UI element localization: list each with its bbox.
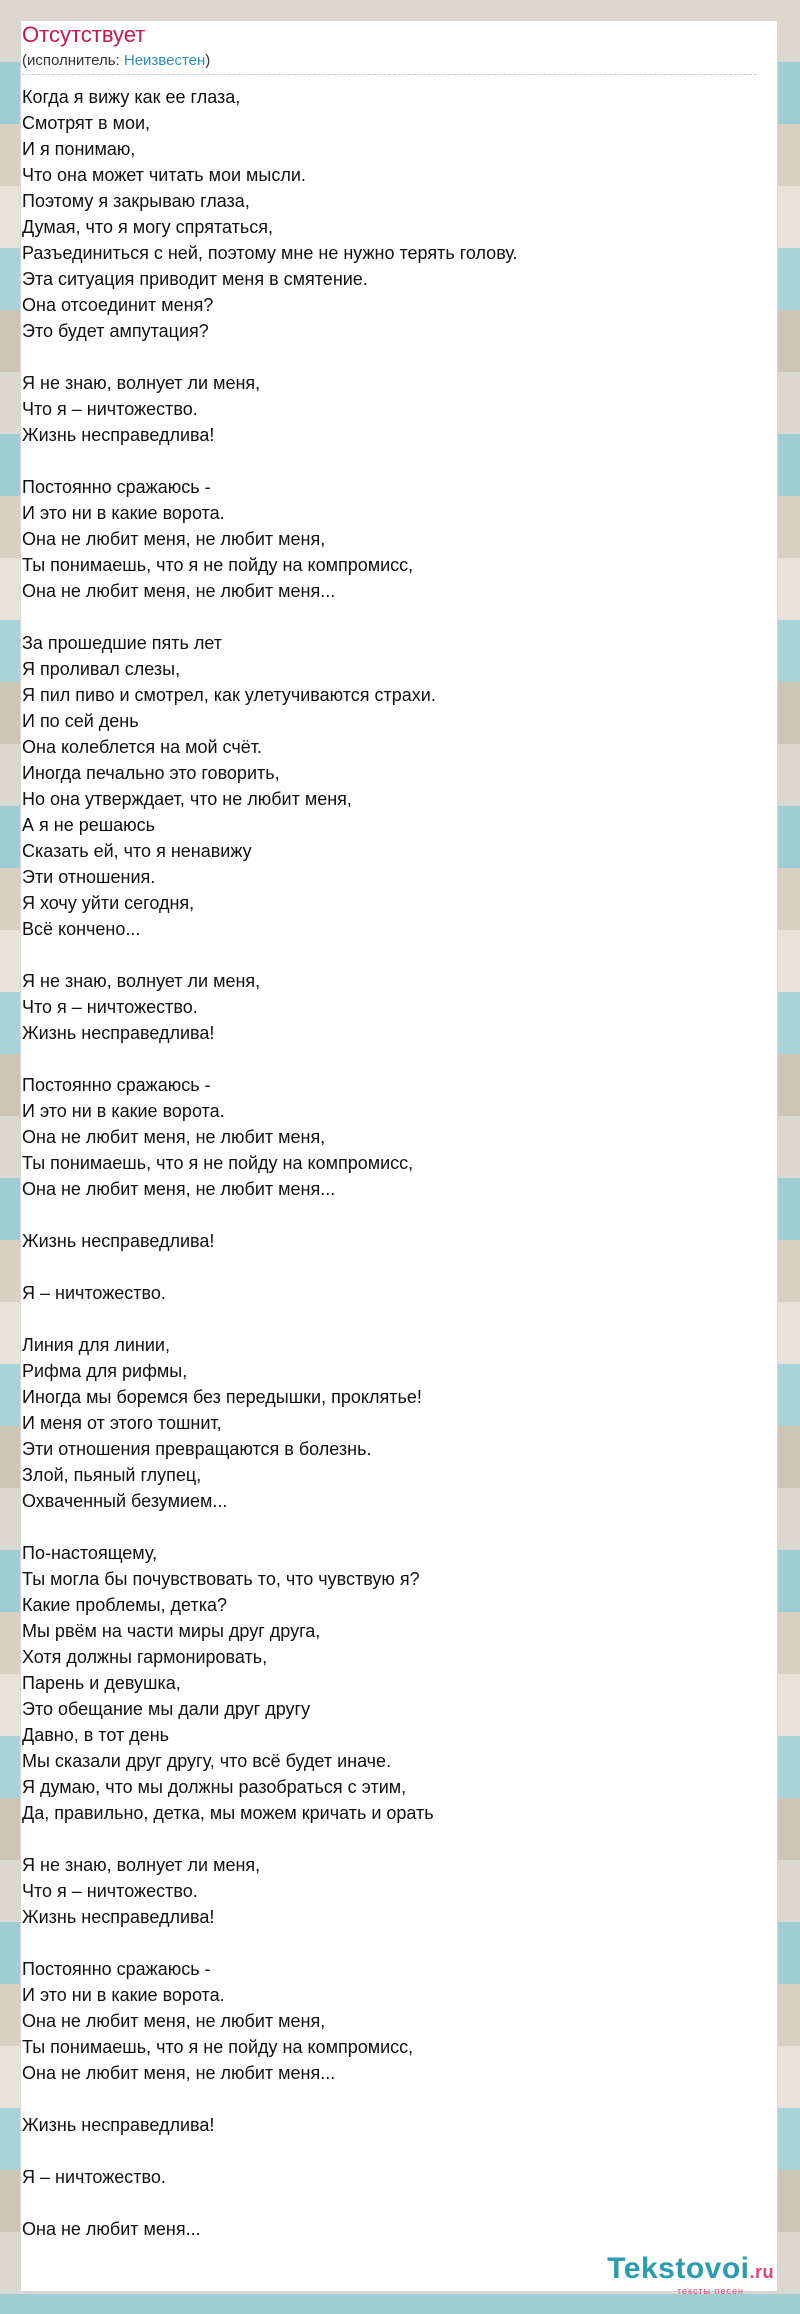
lyric-line: Что она может читать мои мысли. (22, 165, 306, 185)
lyric-line: Жизнь несправедлива! (22, 425, 215, 445)
lyric-line: Ты понимаешь, что я не пойду на компромисс, (22, 555, 414, 575)
lyric-line: Поэтому я закрываю глаза, (22, 191, 250, 211)
song-header (22, 22, 757, 75)
lyric-line: Я не знаю, волнует ли меня, (22, 1855, 261, 1875)
lyric-line: Что я – ничтожество. (22, 997, 198, 1017)
lyric-line: И это ни в какие ворота. (22, 503, 225, 523)
lyric-blank-line (22, 604, 742, 630)
lyric-blank-line (22, 1826, 742, 1852)
lyric-line: И по сей день (22, 711, 139, 731)
lyric-blank-line (22, 1202, 742, 1228)
lyric-line: Я думаю, что мы должны разобраться с этим, (22, 1777, 407, 1797)
lyric-line: Но она утверждает, что не любит меня, (22, 789, 352, 809)
lyric-line: Я не знаю, волнует ли меня, (22, 971, 261, 991)
lyric-blank-line (22, 448, 742, 474)
lyric-line: И это ни в какие ворота. (22, 1101, 225, 1121)
lyric-line: Разъединиться с ней, поэтому мне не нужно терять голову. (22, 243, 518, 263)
lyric-blank-line (22, 1046, 742, 1072)
lyric-line: Она не любит меня... (22, 2219, 201, 2239)
lyric-line: Она не любит меня, не любит меня... (22, 2063, 336, 2083)
artist-line (22, 52, 757, 75)
lyric-line: Всё кончено... (22, 919, 141, 939)
lyric-line: Ты понимаешь, что я не пойду на компромисс, (22, 2037, 414, 2057)
lyric-line: Я не знаю, волнует ли меня, (22, 373, 261, 393)
lyric-line: Постоянно сражаюсь - (22, 477, 211, 497)
lyric-blank-line (22, 2086, 742, 2112)
lyric-line: Жизнь несправедлива! (22, 1023, 215, 1043)
lyric-line: Я пил пиво и смотрел, как улетучиваются страхи. (22, 685, 436, 705)
lyric-line: По-настоящему, (22, 1543, 158, 1563)
lyric-line: Я – ничтожество. (22, 1283, 166, 1303)
lyric-line: Что я – ничтожество. (22, 1881, 198, 1901)
lyric-blank-line (22, 942, 742, 968)
song-title: Отсутствует (22, 22, 146, 47)
lyric-line: Я проливал слезы, (22, 659, 181, 679)
lyric-line: Она не любит меня, не любит меня... (22, 1179, 336, 1199)
lyric-line: Злой, пьяный глупец, (22, 1465, 202, 1485)
logo-wordmark (607, 2253, 774, 2288)
lyric-line: Она не любит меня, не любит меня... (22, 581, 336, 601)
lyric-line: Это обещание мы дали друг другу (22, 1699, 311, 1719)
lyric-line: Она не любит меня, не любит меня, (22, 1127, 326, 1147)
lyric-line: Какие проблемы, детка? (22, 1595, 227, 1615)
lyric-blank-line (22, 344, 742, 370)
lyric-line: Что я – ничтожество. (22, 399, 198, 419)
lyric-line: Охваченный безумием... (22, 1491, 228, 1511)
lyric-line: Это будет ампутация? (22, 321, 209, 341)
lyric-blank-line (22, 1306, 742, 1332)
lyric-line: Постоянно сражаюсь - (22, 1075, 211, 1095)
lyric-line: Она колеблется на мой счёт. (22, 737, 262, 757)
lyric-line: Она не любит меня, не любит меня, (22, 529, 326, 549)
lyric-line: Иногда мы боремся без передышки, проклятье! (22, 1387, 422, 1407)
lyric-line: Думая, что я могу спрятаться, (22, 217, 273, 237)
lyric-line: Когда я вижу как ее глаза, (22, 87, 241, 107)
lyric-line: Рифма для рифмы, (22, 1361, 188, 1381)
lyric-line: Ты понимаешь, что я не пойду на компромисс, (22, 1153, 414, 1173)
lyric-blank-line (22, 1254, 742, 1280)
lyric-line: Я – ничтожество. (22, 2167, 166, 2187)
lyric-line: И это ни в какие ворота. (22, 1985, 225, 2005)
lyric-line: За прошедшие пять лет (22, 633, 222, 653)
lyric-line: Она не любит меня, не любит меня, (22, 2011, 326, 2031)
lyric-line: Эти отношения превращаются в болезнь. (22, 1439, 372, 1459)
lyric-line: Парень и девушка, (22, 1673, 181, 1693)
lyrics-text (22, 84, 742, 2242)
lyric-blank-line (22, 1514, 742, 1540)
lyric-line: Ты могла бы почувствовать то, что чувствую я? (22, 1569, 420, 1589)
lyric-line: Эти отношения. (22, 867, 156, 887)
lyric-line: Жизнь несправедлива! (22, 2115, 215, 2135)
logo-domain: .ru (749, 2262, 774, 2282)
lyric-line: Я хочу уйти сегодня, (22, 893, 195, 913)
lyric-line: Хотя должны гармонировать, (22, 1647, 268, 1667)
lyric-line: И меня от этого тошнит, (22, 1413, 222, 1433)
lyric-line: Да, правильно, детка, мы можем кричать и орать (22, 1803, 434, 1823)
lyric-line: А я не решаюсь (22, 815, 156, 835)
lyric-line: Постоянно сражаюсь - (22, 1959, 211, 1979)
lyric-blank-line (22, 2190, 742, 2216)
lyric-line: Линия для линии, (22, 1335, 170, 1355)
lyric-line: Мы рвём на части миры друг друга, (22, 1621, 321, 1641)
lyric-line: Жизнь несправедлива! (22, 1231, 215, 1251)
lyric-line: Эта ситуация приводит меня в смятение. (22, 269, 368, 289)
lyric-blank-line (22, 1930, 742, 1956)
lyric-line: Давно, в тот день (22, 1725, 170, 1745)
lyric-line: Иногда печально это говорить, (22, 763, 280, 783)
artist-suffix: ) (205, 52, 211, 69)
lyric-line: Жизнь несправедлива! (22, 1907, 215, 1927)
lyric-line: Сказать ей, что я ненавижу (22, 841, 252, 861)
lyric-line: И я понимаю, (22, 139, 136, 159)
lyric-blank-line (22, 2138, 742, 2164)
lyric-line: Смотрят в мои, (22, 113, 151, 133)
artist-link[interactable]: Неизвестен (123, 52, 206, 69)
site-logo[interactable] (607, 2253, 774, 2296)
artist-prefix: (исполнитель: (22, 52, 124, 69)
logo-tagline: тексты песен (676, 2286, 744, 2296)
lyric-line: Мы сказали друг другу, что всё будет иначе. (22, 1751, 392, 1771)
lyric-line: Она отсоединит меня? (22, 295, 214, 315)
logo-name: Tekstovoi (607, 2252, 750, 2285)
